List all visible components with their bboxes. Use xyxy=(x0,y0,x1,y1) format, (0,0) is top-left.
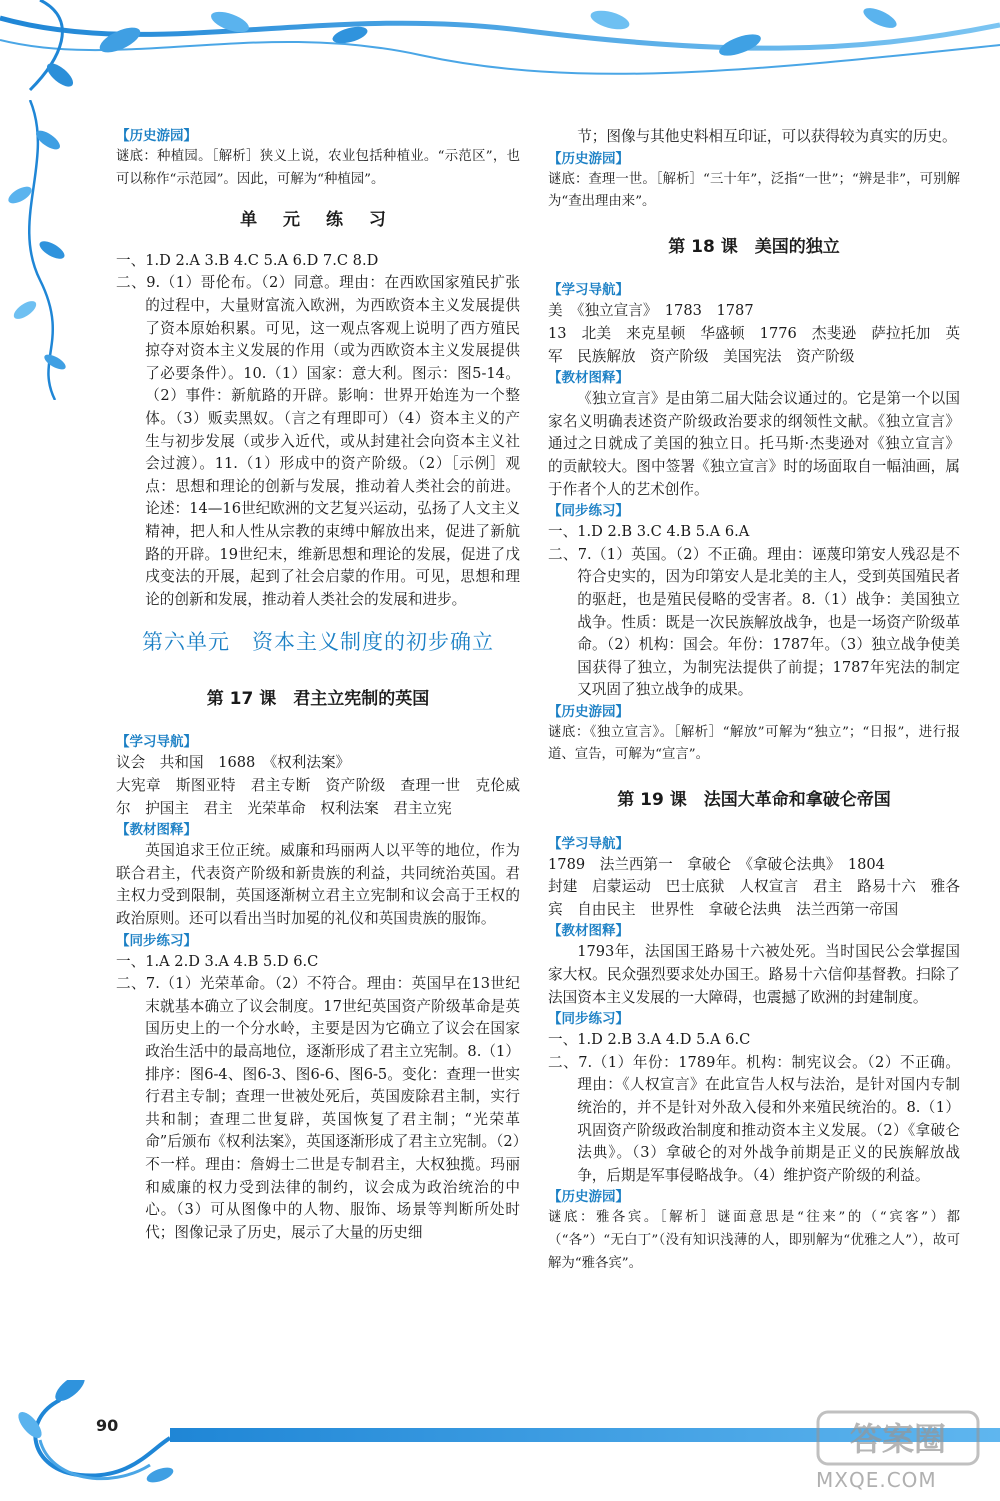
history-garden-tag: 【历史游园】 xyxy=(548,150,629,167)
lesson-17-guide-line-1: 议会 共和国 1688 《权利法案》 xyxy=(116,754,351,772)
garden-answer: 谜底：查理一世。［解析］“三十年”，泛指“一世”；“辨是非”，可别解为“查出理由来”。 xyxy=(548,171,960,210)
lesson-19-choice-answers: 一、1.D 2.B 3.A 4.D 5.A 6.C xyxy=(548,1031,751,1049)
lesson-18-open-answers: 二、7.（1）英国。（2）不正确。理由：诬蔑印第安人残忍是不符合史实的，因为印第安人是北美的主人，受到英国殖民者的驱赶，也是殖民侵略的受害者。8.（1）战争：美国独立战争。性质：既是一次民族解放战争，也是一场资产阶级革命。（2）机构：国会。年份：1787年。（3）独立战争使美国获得了独立，为制宪法提供了前提；1787年宪法的制定又巩固了独立战争的成果。 xyxy=(548,545,960,699)
history-garden-tag: 【历史游园】 xyxy=(116,128,197,144)
right-column xyxy=(548,126,960,1275)
lesson-17-choice-answers: 一、1.A 2.D 3.A 4.B 5.D 6.C xyxy=(116,952,319,970)
lesson-19-title: 第 19 课 法国大革命和拿破仑帝国 xyxy=(617,790,891,811)
lesson-19-open-answers: 二、7.（1）年份：1789年。机构：制宪议会。（2）不正确。理由：《人权宣言》在此宣告人权与法治，是针对国内专制统治的，并不是针对外敌入侵和外来殖民统治的。8.（1）巩固资产阶级政治制度和推动资本主义发展。（2）《拿破仑法典》。（3）拿破仑的对外战争前期是正义的民族解放战争，后期是军事侵略战争。（4）维护资产阶级的利益。 xyxy=(548,1053,960,1184)
garden-answer: 谜底：《独立宣言》。［解析］“解放”可解为“独立”；“日报”，进行报道、宣告，可解为“宣言”。 xyxy=(548,724,960,763)
textbook-image-tag: 【教材图释】 xyxy=(548,370,629,387)
lesson-18-title: 第 18 课 美国的独立 xyxy=(668,236,840,257)
garden-answer: 谜底：种植园。［解析］狭义上说，农业包括种植业。“示范区”，也可以称作“示范园”。因此，可解为“种植园”。 xyxy=(116,149,520,187)
lesson-18-image-explanation: 《独立宣言》是由第二届大陆会议通过的。它是第一个以国家名义明确表述资产阶级政治要求的纲领性文献。《独立宣言》通过之日就成了美国的独立日。托马斯·杰斐逊对《独立宣言》的贡献较大。图中签署《独立宣言》时的场面取自一幅油画，属于作者个人的艺术创作。 xyxy=(548,390,960,498)
lesson-18-guide-line-1: 美 《独立宣言》 1783 1787 xyxy=(548,302,754,320)
watermark-site: MXQE.COM xyxy=(816,1468,937,1492)
left-vine-decoration xyxy=(0,100,90,400)
unit-practice-choice-answers: 一、1.D 2.A 3.B 4.C 5.A 6.D 7.C 8.D xyxy=(116,251,379,269)
textbook-image-tag: 【教材图释】 xyxy=(548,923,629,940)
textbook-image-tag: 【教材图释】 xyxy=(116,822,197,839)
continued-answer: 节；图像与其他史料相互印证，可以获得较为真实的历史。 xyxy=(577,128,957,145)
lesson-19-image-explanation: 1793年，法国国王路易十六被处死。当时国民公会掌握国家大权。民众强烈要求处办国王。路易十六信仰基督教。扫除了法国资本主义发展的一大障碍，也震撼了欧洲的封建制度。 xyxy=(548,943,960,1006)
study-guide-tag: 【学习导航】 xyxy=(548,835,629,852)
lesson-19-guide-line-1: 1789 法兰西第一 拿破仑 《拿破仑法典》 1804 xyxy=(548,855,885,873)
sync-practice-tag: 【同步练习】 xyxy=(548,503,629,520)
lesson-19-guide-line-2: 封建 启蒙运动 巴士底狱 人权宣言 君主 路易十六 雅各宾 自由民主 世界性 拿破仑法典 法兰西第一帝国 xyxy=(548,878,960,918)
study-guide-tag: 【学习导航】 xyxy=(548,282,629,299)
lesson-18-choice-answers: 一、1.D 2.B 3.C 4.B 5.A 6.A xyxy=(548,523,750,541)
lesson-17-image-explanation: 英国追求王位正统。威廉和玛丽两人以平等的地位，作为联合君主，代表资产阶级和新贵族的利益，共同统治英国。君主权力受到限制，英国逐渐树立君主立宪制和议会高于王权的政治原则。还可以看出当时加冕的礼仪和英国贵族的服饰。 xyxy=(116,842,520,928)
lesson-17-title: 第 17 课 君主立宪制的英国 xyxy=(206,688,430,709)
sync-practice-tag: 【同步练习】 xyxy=(116,932,197,949)
study-guide-tag: 【学习导航】 xyxy=(116,734,197,751)
history-garden-tag: 【历史游园】 xyxy=(548,703,629,720)
sync-practice-tag: 【同步练习】 xyxy=(548,1011,629,1028)
left-column xyxy=(116,126,520,1244)
top-vine-decoration xyxy=(0,0,1000,110)
unit-practice-open-answers: 二、9.（1）哥伦布。（2）同意。理由：在西欧国家殖民扩张的过程中，大量财富流入欧洲，为西欧资本主义发展提供了资本原始积累。可见，这一观点客观上说明了西方殖民掠夺对资本主义发展的作用（或为西欧资本主义发展提供了必要条件）。10.（1）国家：意大利。图示：图5-14。（2）事件：新航路的开辟。影响：世界开始连为一个整体。（3）贩卖黑奴。（言之有理即可）（4）资本主义的产生与初步发展（或步入近代，或从封建社会向资本主义社会过渡）。11.（1）形成中的资产阶级。（2）［示例］观点：思想和理论的创新与发展，推动着人类社会的前进。论述：14—16世纪欧洲的文艺复兴运动，弘扬了人文主义精神，把人和人性从宗教的束缚中解放出来，促进了新航路的开辟。19世纪末，维新思想和理论的发展，促进了戊戌变法的开展，起到了社会启蒙的作用。可见，思想和理论的创新和发展，推动着人类社会的发展和进步。 xyxy=(116,274,520,608)
history-garden-tag: 【历史游园】 xyxy=(548,1189,629,1206)
page-number: 90 xyxy=(96,1416,119,1435)
unit-title: 第六单元 资本主义制度的初步确立 xyxy=(142,630,494,655)
lesson-17-guide-line-2: 大宪章 斯图亚特 君主专断 资产阶级 查理一世 克伦威尔 护国主 君主 光荣革命 权利法案 君主立宪 xyxy=(116,777,520,817)
lesson-17-open-answers: 二、7.（1）光荣革命。（2）不符合。理由：英国早在13世纪末就基本确立了议会制度。17世纪英国资产阶级革命是英国历史上的一个分水岭，主要是因为它确立了议会在国家政治生活中的最高地位，逐渐形成了君主立宪制。8.（1）排序：图6-4、图6-3、图6-6、图6-5。变化：查理一世实行君主专制；查理一世被处死后，英国废除君主制，实行共和制；查理二世复辟，英国恢复了君主制；“光荣革命”后颁布《权利法案》，英国逐渐形成了君主立宪制。（2）不一样。理由：詹姆士二世是专制君主，大权独揽。玛丽和威廉的权力受到法律的制约，议会成为政治统治的中心。（3）可从图像中的人物、服饰、场景等判断所处时代；图像记录了历史，展示了大量的历史细 xyxy=(116,975,520,1241)
garden-answer: 谜底：雅各宾。［解析］谜面意思是“往来”的（“宾客”）都（“各”）“无白丁”（没有知识浅薄的人，即别解为“优雅之人”），故可解为“雅各宾”。 xyxy=(548,1210,960,1271)
lesson-18-guide-line-2: 13 北美 来克星顿 华盛顿 1776 杰斐逊 萨拉托加 英军 民族解放 资产阶级 美国宪法 资产阶级 xyxy=(548,324,960,365)
watermark-logo-text: 答案圈 xyxy=(849,1420,947,1458)
unit-practice-title: 单 元 练 习 xyxy=(240,210,396,231)
